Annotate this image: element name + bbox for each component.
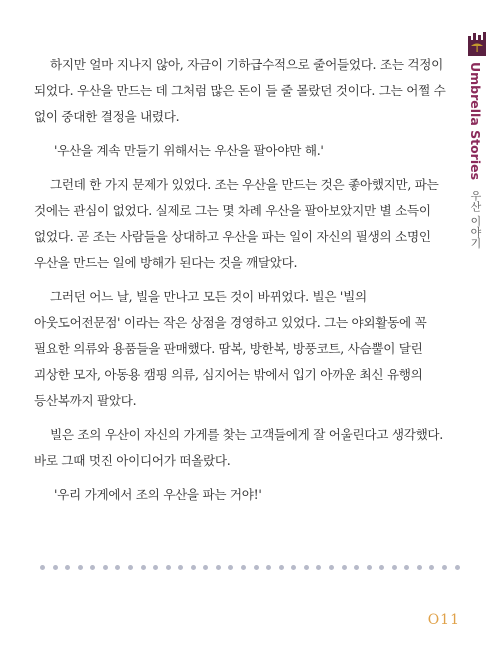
divider-dot (141, 565, 146, 570)
paragraph: 하지만 얼마 지나지 않아, 자금이 기하급수적으로 줄어들었다. 조는 걱정이 되었다. 우산을 만드는 데 그처럼 많은 돈이 들 줄 몰랐던 것이다. 그는 어쩔 수 없이 중대한 결정을 내렸다. (34, 57, 446, 124)
dotted-divider (40, 565, 460, 573)
quote-paragraph: '우리 가게에서 조의 우산을 파는 거야!' (54, 487, 262, 502)
paragraph: 그런데 한 가지 문제가 있었다. 조는 우산을 만드는 것은 좋아했지만, 파는 것에는 관심이 없었다. 실제로 그는 몇 차례 우산을 팔아보았지만 별 소득이 없었다. 곧 조는 사람들을 상대하고 우산을 파는 일이 자신의 필생의 소명인 우산을 만드는 일에 방해가 된다는 것을 깨달았다. (34, 177, 439, 270)
quote-paragraph: '우산을 계속 만들기 위해서는 우산을 팔아야만 해.' (54, 143, 324, 158)
divider-dot (128, 565, 133, 570)
divider-dot (455, 565, 460, 570)
divider-dot (78, 565, 83, 570)
divider-dot (191, 565, 196, 570)
divider-dot (115, 565, 120, 570)
divider-dot (367, 565, 372, 570)
book-title-ko: 우산 이야기 (469, 190, 482, 249)
divider-dot (404, 565, 409, 570)
divider-dot (53, 565, 58, 570)
divider-dot (342, 565, 347, 570)
divider-dot (103, 565, 108, 570)
divider-dot (429, 565, 434, 570)
divider-dot (329, 565, 334, 570)
divider-dot (379, 565, 384, 570)
divider-dot (291, 565, 296, 570)
divider-dot (254, 565, 259, 570)
running-header (462, 30, 492, 249)
divider-dot (417, 565, 422, 570)
divider-dot (166, 565, 171, 570)
divider-dot (203, 565, 208, 570)
divider-dot (40, 565, 45, 570)
book-title-en: Umbrella Stories (468, 62, 483, 181)
divider-dot (228, 565, 233, 570)
page-number: O11 (427, 612, 460, 628)
umbrella-stories-logo-icon (466, 30, 488, 58)
book-title-label (466, 62, 485, 249)
divider-dot (153, 565, 158, 570)
divider-dot (178, 565, 183, 570)
divider-dot (266, 565, 271, 570)
divider-dot (216, 565, 221, 570)
paragraph: 빌은 조의 우산이 자신의 가게를 찾는 고객들에게 잘 어울린다고 생각했다. 바로 그때 멋진 아이디어가 떠올랐다. (34, 427, 443, 468)
divider-dot (90, 565, 95, 570)
body-text (34, 52, 452, 516)
paragraph: 그러던 어느 날, 빌을 만나고 모든 것이 바뀌었다. 빌은 '빌의 아웃도어전문점' 이라는 작은 상점을 경영하고 있었다. 그는 야외활동에 꼭 필요한 의류와 용품들을 판매했다. 땀복, 방한복, 방풍코트, 사슴뿔이 달린 괴상한 모자, 아동용 캠핑 의류, 심지어는 밖에서 입기 아까운 최신 유행의 등산복까지 팔았다. (34, 289, 427, 408)
divider-dot (442, 565, 447, 570)
divider-dot (241, 565, 246, 570)
divider-dot (304, 565, 309, 570)
divider-dot (392, 565, 397, 570)
divider-dot (354, 565, 359, 570)
divider-dot (279, 565, 284, 570)
divider-dot (65, 565, 70, 570)
divider-dot (316, 565, 321, 570)
